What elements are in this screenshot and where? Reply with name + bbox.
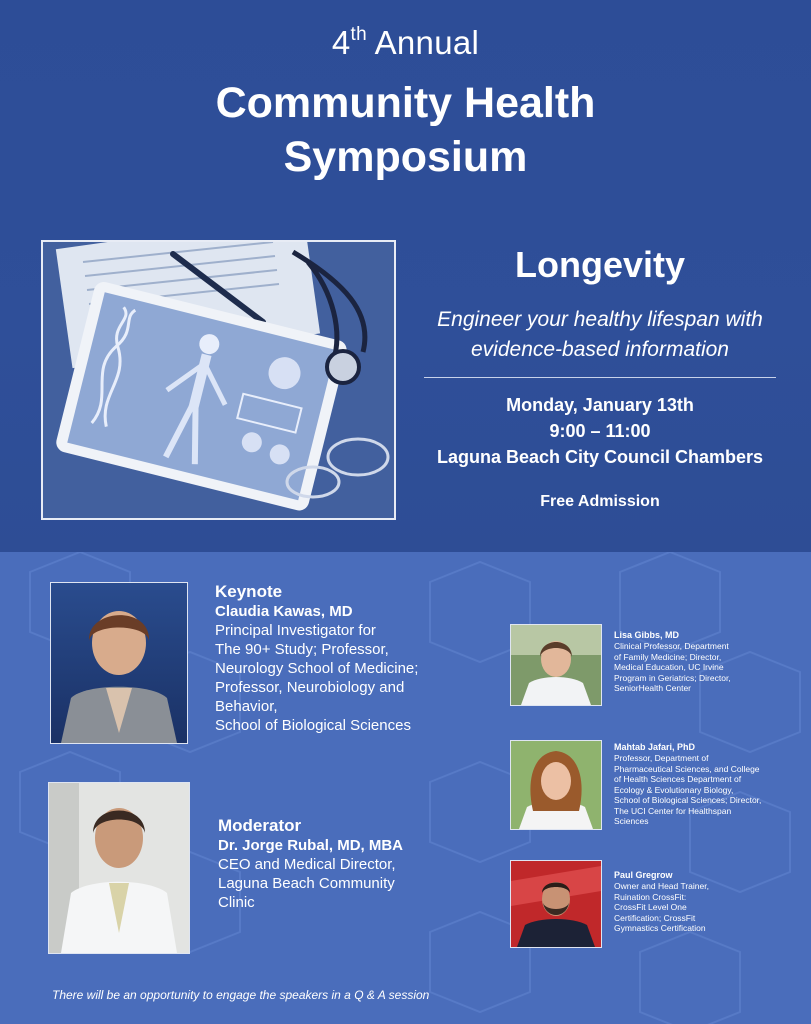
moderator-role: Moderator (218, 816, 302, 835)
tagline-line-2: evidence-based information (471, 338, 729, 361)
panelist-desc-line: Ruination CrossFit: (614, 891, 687, 902)
panelist-desc-line: of Family Medicine; Director, (614, 651, 722, 662)
panelist-desc-line: Medical Education, UC Irvine (614, 662, 724, 672)
panelist-photo-gibbs (510, 624, 602, 706)
panelist-info-jafari (614, 742, 804, 827)
panelist-name: Lisa Gibbs, MD (614, 630, 680, 640)
admission-note: Free Admission (540, 493, 660, 510)
keynote-name: Claudia Kawas, MD (215, 603, 353, 620)
panelist-desc-line: CrossFit Level One (614, 902, 687, 912)
hero-medical-image (41, 240, 396, 520)
panelist-info-gregrow (614, 870, 804, 934)
panelist-desc-line: Program in Geriatrics; Director, (614, 672, 731, 683)
panelist-name: Paul Gregrow (614, 870, 673, 880)
panelist-desc-line: SeniorHealth Center (614, 683, 692, 693)
panelist-desc-line: Gymnastics Certification (614, 923, 706, 933)
annual-heading (0, 24, 811, 62)
title-line-2: Symposium (283, 133, 528, 181)
event-date: Monday, January 13th (506, 395, 694, 415)
moderator-desc-line: Clinic (218, 894, 255, 911)
panelist-desc-line: Professor, Department of (614, 753, 709, 763)
event-time: 9:00 – 11:00 (549, 421, 651, 441)
speakers-band (0, 552, 811, 1024)
panelist-name: Mahtab Jafari, PhD (614, 742, 696, 752)
event-theme: Longevity (514, 244, 685, 285)
keynote-desc-line: Neurology School of Medicine; (215, 660, 419, 677)
annual-suffix: th (350, 24, 367, 45)
panelist-photo-jafari (510, 740, 602, 830)
panelist-photo-gregrow (510, 860, 602, 948)
panelist-info-gibbs (614, 630, 804, 694)
annual-word: Annual (374, 24, 480, 61)
keynote-desc-line: Professor, Neurobiology and (215, 679, 405, 696)
event-tagline (410, 305, 790, 365)
event-details (410, 392, 790, 470)
divider (424, 377, 776, 378)
keynote-photo (50, 582, 188, 744)
symposium-title (0, 76, 811, 184)
panelist-description (614, 753, 804, 827)
panelist-desc-line: Certification; CrossFit (614, 912, 696, 923)
keynote-desc-line: Behavior, (215, 698, 278, 715)
moderator-photo (48, 782, 190, 954)
moderator-desc-line: CEO and Medical Director, (218, 856, 396, 873)
event-location: Laguna Beach City Council Chambers (436, 447, 764, 467)
keynote-desc-line: Principal Investigator for (215, 622, 376, 639)
panelist-desc-line: Ecology & Evolutionary Biology, (614, 784, 734, 795)
tagline-line-1: Engineer your healthy lifespan with (437, 308, 763, 331)
panelist-desc-line: Sciences (614, 816, 649, 826)
moderator-name: Dr. Jorge Rubal, MD, MBA (218, 837, 404, 854)
title-line-1: Community Health (215, 79, 596, 127)
keynote-role: Keynote (215, 582, 283, 601)
panelist-desc-line: Owner and Head Trainer, (614, 881, 709, 891)
keynote-info (215, 582, 465, 735)
panelist-desc-line: The UCI Center for Healthspan (614, 805, 732, 816)
panelist-description (614, 641, 804, 694)
keynote-desc-line: School of Biological Sciences (215, 717, 411, 734)
keynote-description (215, 621, 465, 735)
panelist-desc-line: Clinical Professor, Department (614, 641, 729, 651)
moderator-description (218, 855, 468, 912)
panelist-desc-line: of Health Sciences Department of (614, 774, 742, 784)
keynote-desc-line: The 90+ Study; Professor, (215, 641, 389, 658)
panelist-description (614, 881, 804, 934)
panelist-desc-line: Pharmaceutical Sciences, and College (614, 763, 760, 774)
panelist-desc-line: School of Biological Sciences; Director, (614, 795, 762, 805)
annual-number: 4 (331, 24, 351, 61)
moderator-info (218, 816, 468, 912)
qa-note: There will be an opportunity to engage the speakers in a Q & A session (52, 988, 430, 1002)
moderator-desc-line: Laguna Beach Community (218, 875, 395, 892)
